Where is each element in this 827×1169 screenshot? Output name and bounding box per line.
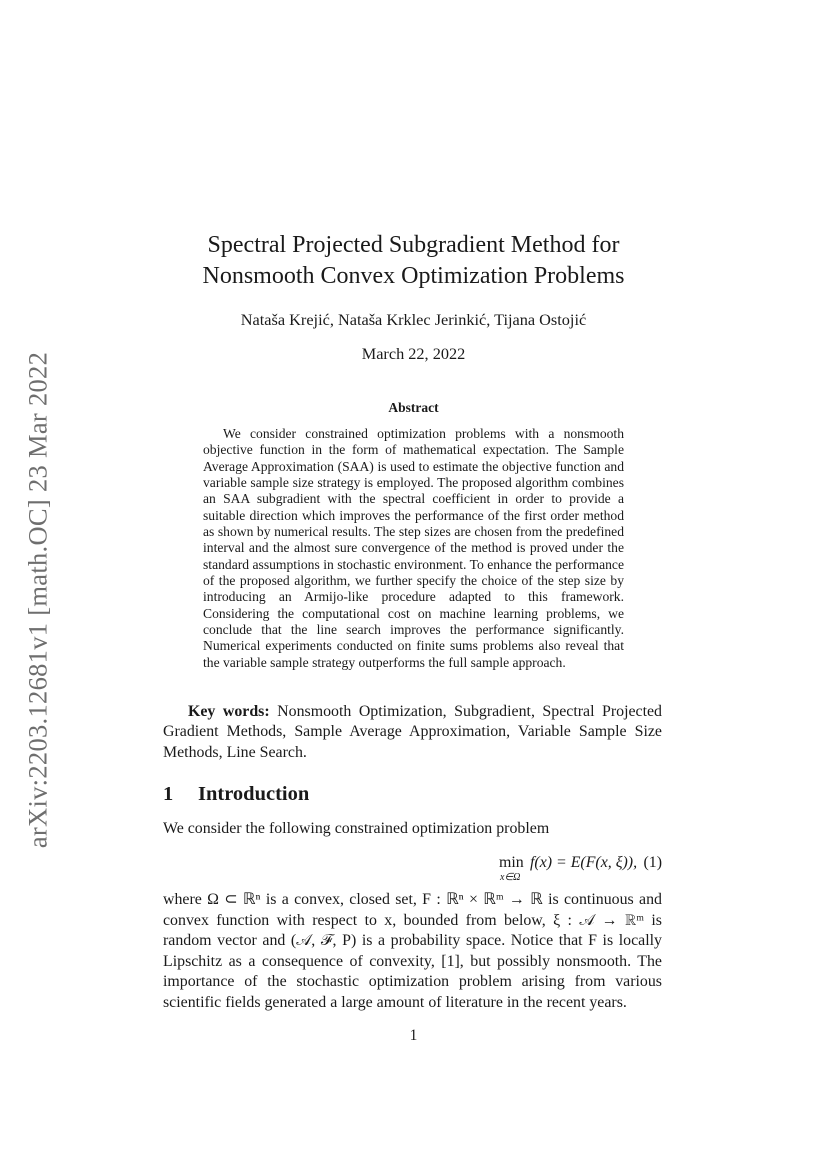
section-heading-introduction	[163, 783, 309, 806]
arxiv-identifier: arXiv:2203.12681v1 [math.OC] 23 Mar 2022	[22, 351, 53, 849]
keywords-paragraph	[163, 702, 662, 763]
equation-1	[163, 852, 662, 888]
equation-expression: f(x) = E(F(x, ξ)),	[530, 854, 638, 871]
title-line-1: Spectral Projected Subgradient Method for	[207, 232, 620, 258]
abstract-heading: Abstract	[388, 400, 439, 415]
section-title: Introduction	[198, 783, 310, 805]
abstract-text: We consider constrained optimization problems with a nonsmooth objective function in the form of mathematical expectation. The Sample Average Approximation (SAA) is used to estimate the objective function and variable sample size strategy is employed. The proposed algorithm combines an SAA subgradient with the spectral coefficient in order to provide a suitable direction which improves the performance of the first order method as shown by numerical results. The step sizes are chosen from the predefined interval and the almost sure convergence of the method is proved under the standard assumptions in stochastic environment. To enhance the performance of the proposed algorithm, we further specify the choice of the step size by introducing an Armijo-like procedure adapted to this framework. Considering the computational cost on machine learning problems, we conclude that the line search improves the performance significantly. Numerical experiments conducted on finite sums problems also reveal that the variable sample strategy outperforms the full sample approach.	[203, 426, 624, 670]
keywords-label: Key words:	[188, 703, 270, 720]
arxiv-sidebar-stamp	[14, 340, 62, 860]
paper-authors: Nataša Krejić, Nataša Krklec Jerinkić, Tijana Ostojić	[240, 310, 587, 329]
title-line-2: Nonsmooth Convex Optimization Problems	[202, 263, 625, 289]
page-number: 1	[409, 1027, 418, 1044]
equation-min-subscript: x∈Ω	[500, 872, 521, 883]
intro-body-paragraph: where Ω ⊂ ℝⁿ is a convex, closed set, F : ℝⁿ × ℝᵐ → ℝ is continuous and convex function with respect to x, bounded from below, ξ : 𝒜 → ℝᵐ is random vector and (𝒜, ℱ, P) is a probability space. Notice that F is locally Lipschitz as a consequence of convexity, [1], but possibly nonsmooth. The importance of the stochastic optimization problem arising from various scientific fields generated a large amount of literature in the recent years.	[163, 891, 662, 1011]
intro-sentence: We consider the following constrained optimization problem	[163, 820, 550, 837]
equation-min-operator: min	[499, 854, 524, 871]
equation-number: (1)	[643, 854, 662, 871]
paper-title	[0, 230, 827, 292]
keywords-text: Nonsmooth Optimization, Subgradient, Spectral Projected Gradient Methods, Sample Average Approximation, Variable Sample Size Methods, Line Search.	[163, 703, 663, 761]
paper-date: March 22, 2022	[361, 344, 466, 363]
section-number: 1	[163, 783, 174, 805]
